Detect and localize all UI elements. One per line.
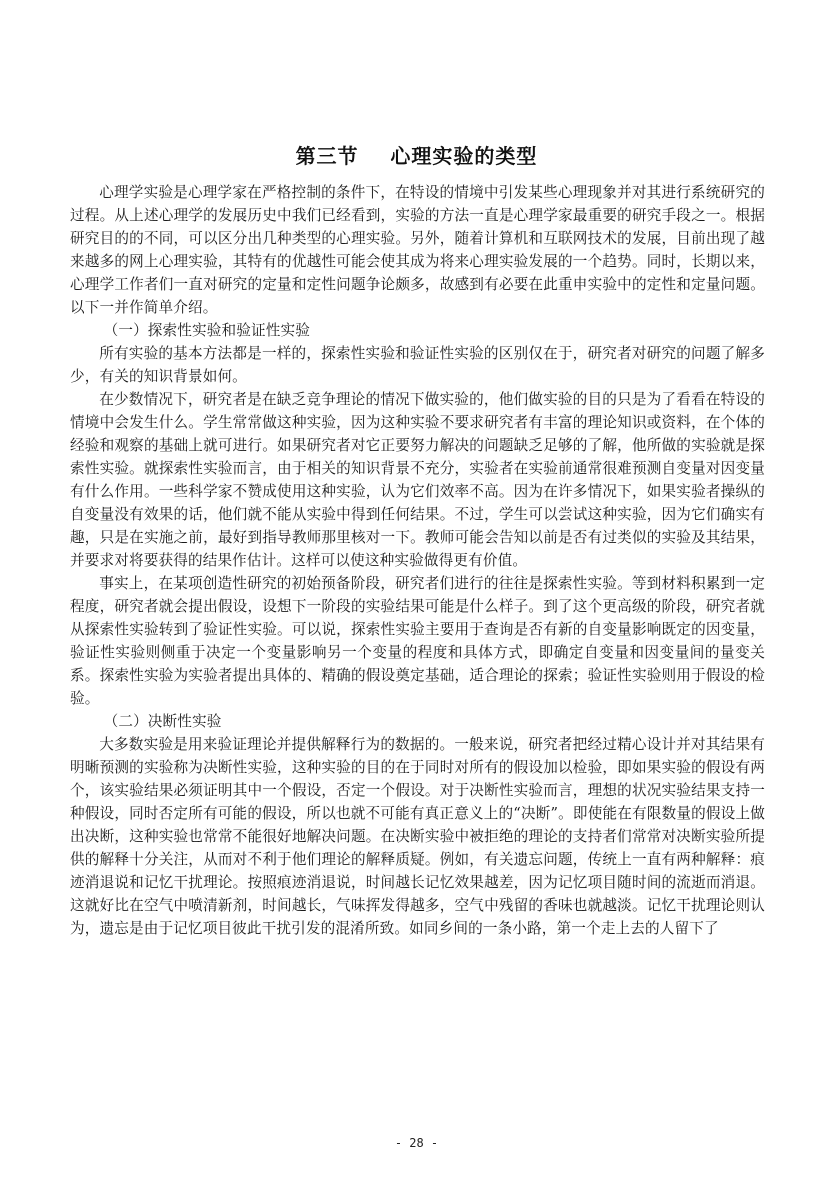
paragraph: 大多数实验是用来验证理论并提供解释行为的数据的。一般来说，研究者把经过精心设计并对其结果有明晰预测的实验称为决断性实验，这种实验的目的在于同时对所有的假设加以检验，即如果实验的假设有两个，该实验结果必须证明其中一个假设，否定一个假设。对于决断性实验而言，理想的状况实验结果支持一种假设，同时否定所有可能的假设，所以也就不可能有真正意义上的“决断”。即使能在有限数量的假设上做出决断，这种实验也常常不能很好地解决问题。在决断实验中被拒绝的理论的支持者们常常对决断实验所提供的解释十分关注，从而对不利于他们理论的解释质疑。例如，有关遗忘问题，传统上一直有两种解释：痕迹消退说和记忆干扰理论。按照痕迹消退说，时间越长记忆效果越差，因为记忆项目随时间的流逝而消退。这就好比在空气中喷清新剂，时间越长，气味挥发得越多，空气中残留的香味也就越淡。记忆干扰理论则认为，遗忘是由于记忆项目彼此干扰引发的混淆所致。如同乡间的一条小路，第一个走上去的人留下了	[70, 736, 765, 937]
subsection-heading-crucial: （二）决断性实验	[103, 713, 222, 730]
page-number: - 28 -	[394, 1136, 439, 1150]
body-text	[70, 181, 765, 940]
paragraph: 在少数情况下，研究者是在缺乏竞争理论的情况下做实验的，他们做实验的目的只是为了看看在特设的情境中会发生什么。学生常常做这种实验，因为这种实验不要求研究者有丰富的理论知识或资料，在个体的经验和观察的基础上就可进行。如果研究者对它正要努力解决的问题缺乏足够的了解，他所做的实验就是探索性实验。就探索性实验而言，由于相关的知识背景不充分，实验者在实验前通常很难预测自变量对因变量有什么作用。一些科学家不赞成使用这种实验，认为它们效率不高。因为在许多情况下，如果实验者操纵的自变量没有效果的话，他们就不能从实验中得到任何结果。不过，学生可以尝试这种实验，因为它们确实有趣，只是在实施之前，最好到指导教师那里核对一下。教师可能会告知以前是否有过类似的实验及其结果，并要求对将要获得的结果作估计。这样可以使这种实验做得更有价值。	[70, 391, 765, 569]
section-title: 第三节 心理实验的类型	[295, 144, 538, 168]
subsection-heading-exploratory: （一）探索性实验和验证性实验	[103, 322, 310, 339]
paragraph: 所有实验的基本方法都是一样的，探索性实验和验证性实验的区别仅在于，研究者对研究的问题了解多少，有关的知识背景如何。	[70, 345, 765, 385]
paragraph: 事实上，在某项创造性研究的初始预备阶段，研究者们进行的往往是探索性实验。等到材料积累到一定程度，研究者就会提出假设，设想下一阶段的实验结果可能是什么样子。到了这个更高级的阶段，研究者就从探索性实验转到了验证性实验。可以说，探索性实验主要用于查询是否有新的自变量影响既定的因变量，验证性实验则侧重于决定一个变量影响另一个变量的程度和具体方式，即确定自变量和因变量间的量变关系。探索性实验为实验者提出具体的、精确的假设奠定基础，适合理论的探索；验证性实验则用于假设的检验。	[70, 575, 765, 707]
intro-paragraph: 心理学实验是心理学家在严格控制的条件下，在特设的情境中引发某些心理现象并对其进行系统研究的过程。从上述心理学的发展历史中我们已经看到，实验的方法一直是心理学家最重要的研究手段之一。根据研究目的的不同，可以区分出几种类型的心理实验。另外，随着计算机和互联网技术的发展，目前出现了越来越多的网上心理实验，其特有的优越性可能会使其成为将来心理实验发展的一个趋势。同时，长期以来，心理学工作者们一直对研究的定量和定性问题争论颇多，故感到有必要在此重申实验中的定性和定量问题。以下一并作简单介绍。	[70, 184, 765, 316]
